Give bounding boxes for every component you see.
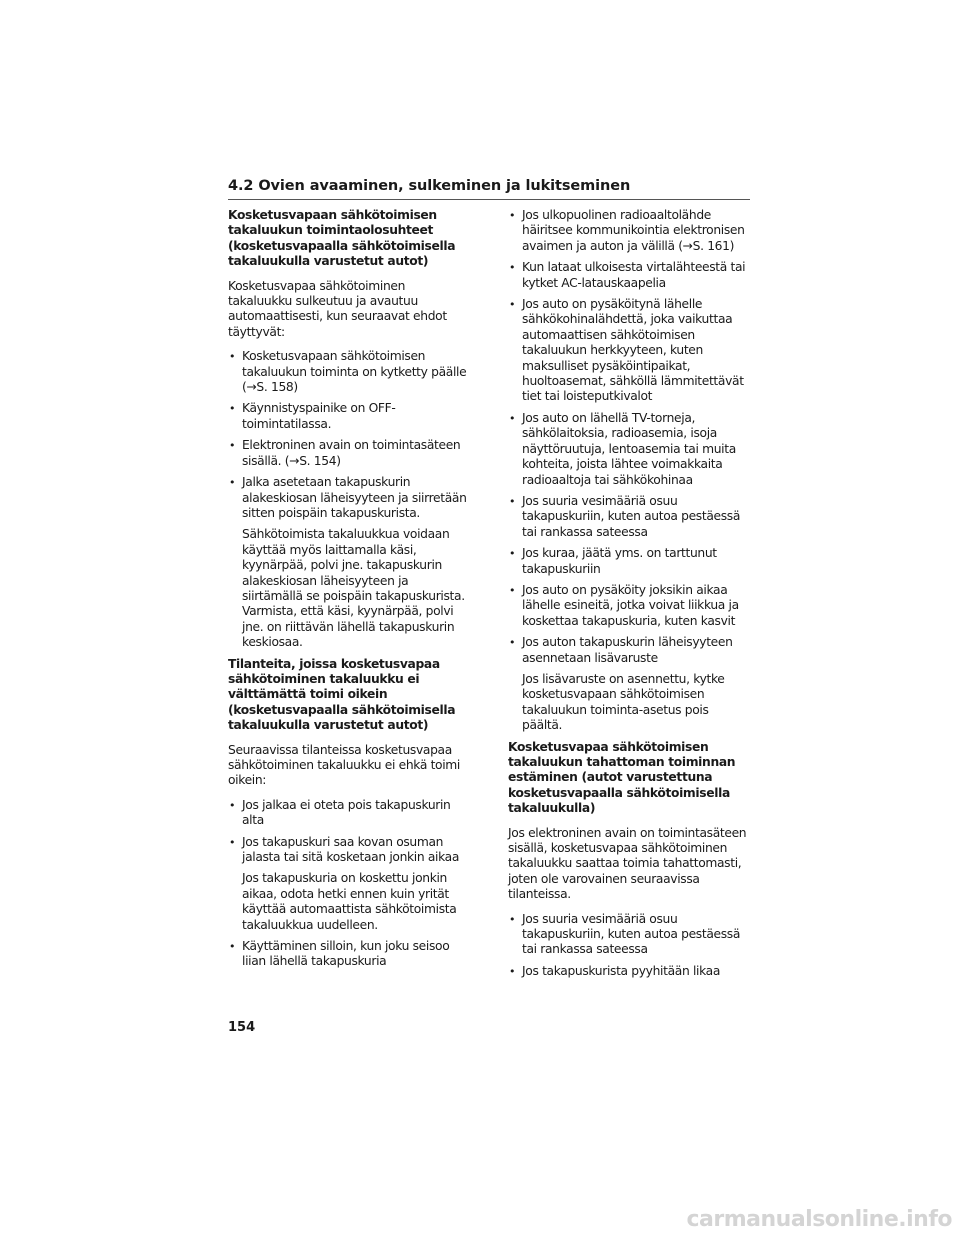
list-item: • Käyttäminen silloin, kun joku seisoo liian lähellä takapuskuria [228,939,470,970]
malfunction-list [228,798,470,866]
list-item: • Kosketusvapaan sähkötoimisen takaluukun toiminta on kytketty päälle (→S. 158) [228,349,470,395]
list-item: • Jos takapuskuri saa kovan osuman jalasta tai sitä kosketaan jonkin aikaa [228,835,470,866]
list-item: • Jos suuria vesimääriä osuu takapuskuriin, kuten autoa pestäessä tai rankassa sateessa [508,494,750,540]
right-column [508,208,750,985]
operating-conditions-note: Sähkötoimista takaluukkua voidaan käyttää myös laittamalla käsi, kyynärpää, polvi jne. takapuskurin alakeskiosan läheisyyteen ja siirtämällä se poispäin takapuskurista. Varmista, että käsi, kyynärpää, polvi jne. on riittävän lähellä takapuskurin keskiosaa. [242,527,465,650]
malfunction-note: Jos takapuskuria on koskettu jonkin aikaa, odota hetki ennen kuin yrität käyttää automaattista sähkötoimista takaluukkua uudelleen. [242,871,457,932]
left-column [228,208,470,976]
list-item: • Jos kuraa, jäätä yms. on tarttunut takapuskuriin [508,546,750,577]
prevent-unintended-intro: Jos elektroninen avain on toimintasäteen sisällä, kosketusvapaa sähkötoiminen takaluukku saattaa toimia tahattomasti, joten ole varovainen seuraavissa tilanteissa. [508,825,747,902]
malfunction-list-continued [508,208,750,666]
malfunction-intro: Seuraavissa tilanteissa kosketusvapaa sähkötoiminen takaluukku ei ehkä toimi oikein: [228,742,460,788]
operating-conditions-list [228,349,470,521]
list-item: • Jos auto on lähellä TV-torneja, sähkölaitoksia, radioasemia, isoja näyttöruutuja, lentoasemia tai muita kohteita, joista lähtee voimakkaita radioaaltoja tai sähkökohinaa [508,411,750,488]
accessory-note: Jos lisävaruste on asennettu, kytke kosketusvapaan sähkötoimisen takaluukun toiminta-asetus pois päältä. [522,671,725,733]
list-item: • Kun lataat ulkoisesta virtalähteestä tai kytket AC-latauskaapelia [508,260,750,291]
header-divider [228,199,750,200]
list-item: • Jos auto on pysäköitynä lähelle sähkökohinalähdettä, joka vaikuttaa automaattisen sähkötoimisen takaluukun herkkyyteen, kuten maksulliset pysäköintipaikat, huoltoasemat, sähköllä lämmitettävät tiet tai loisteputkivalot [508,297,750,405]
section-header: 4.2 Ovien avaaminen, sulkeminen ja lukitseminen [228,178,631,194]
list-item: • Jos takapuskurista pyyhitään likaa [508,964,750,979]
list-item: • Jos auto on pysäköity joksikin aikaa lähelle esineitä, jotka voivat liikkua ja koskettaa takapuskuria, kuten kasvit [508,583,750,629]
list-item: • Jos suuria vesimääriä osuu takapuskuriin, kuten autoa pestäessä tai rankassa sateessa [508,912,750,958]
list-item: • Jos ulkopuolinen radioaaltolähde häiritsee kommunikointia elektronisen avaimen ja auton ja välillä (→S. 161) [508,208,750,254]
page-number: 154 [228,1020,256,1035]
prevent-unintended-list [508,912,750,980]
list-item: • Jos auton takapuskurin läheisyyteen asennetaan lisävaruste [508,635,750,666]
section-heading-malfunction-situations: Tilanteita, joissa kosketusvapaa sähkötoiminen takaluukku ei välttämättä toimi oikein (kosketusvapaalla sähkötoimisella takaluukulla varustetut autot) [228,656,456,733]
operating-conditions-intro: Kosketusvapaa sähkötoiminen takaluukku sulkeutuu ja avautuu automaattisesti, kun seuraavat ehdot täyttyvät: [228,278,447,339]
list-item: • Elektroninen avain on toimintasäteen sisällä. (→S. 154) [228,438,470,469]
section-heading-prevent-unintended: Kosketusvapaa sähkötoimisen takaluukun tahattoman toiminnan estäminen (autot varustettuna kosketusvapaalla sähkötoimisella takaluukulla) [508,739,736,816]
malfunction-list-cont [228,939,470,970]
list-item: • Jalka asetetaan takapuskurin alakeskiosan läheisyyteen ja siirretään sitten poispäin takapuskurista. [228,475,470,521]
section-heading-operating-conditions: Kosketusvapaan sähkötoimisen takaluukun toimintaolosuhteet (kosketusvapaalla sähkötoimisella takaluukulla varustetut autot) [228,208,456,269]
list-item: • Käynnistyspainike on OFF-toimintatilassa. [228,401,470,432]
list-item: • Jos jalkaa ei oteta pois takapuskurin alta [228,798,470,829]
watermark: carmanualsonline.info [686,1207,952,1232]
